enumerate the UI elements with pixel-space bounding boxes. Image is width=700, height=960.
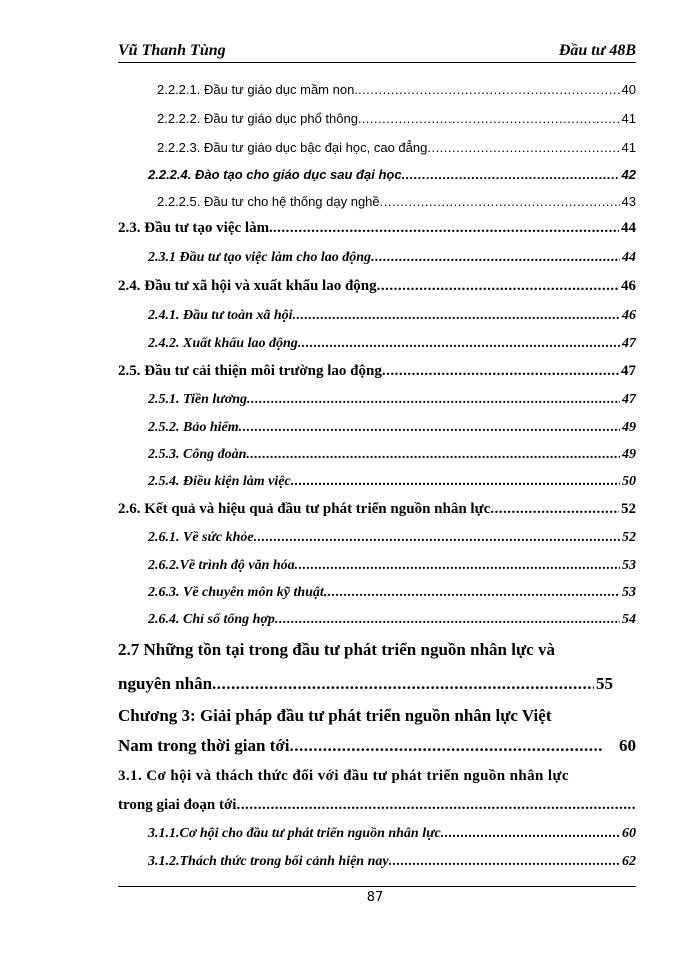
- toc-leader: [273, 220, 619, 237]
- toc-leader: [236, 797, 636, 814]
- toc-entry: [148, 558, 636, 574]
- toc-entry-title: 2.4. Đầu tư xã hội và xuất khẩu lao động: [118, 278, 377, 294]
- toc-leader: [247, 392, 620, 408]
- toc-entry: [157, 111, 636, 126]
- toc-leader: [298, 336, 620, 352]
- toc-entry-title: 2.2.2.3. Đầu tư giáo dục bậc đại học, cao đẳng: [157, 140, 428, 155]
- toc-entry: [148, 474, 636, 490]
- toc-leader: [239, 420, 620, 436]
- toc-entry-title: 2.6.4. Chỉ số tổng hợp: [148, 612, 275, 627]
- toc-entry-page: 49: [622, 420, 636, 435]
- toc-entry-page: 47: [622, 336, 636, 351]
- toc-entry-title: 2.6.3. Về chuyên môn kỹ thuật: [148, 585, 324, 600]
- toc-entry: [157, 194, 636, 209]
- toc-entry-page: 52: [621, 501, 636, 517]
- toc-entry: [118, 501, 636, 518]
- toc-entry: [148, 336, 636, 352]
- toc-leader: [358, 82, 620, 97]
- toc-entry-page: 44: [622, 250, 636, 265]
- toc-leader: [402, 167, 620, 182]
- toc-entry-page: 60: [619, 736, 636, 755]
- toc-leader: [275, 612, 620, 628]
- header-class: Đầu tư 48B: [558, 42, 636, 59]
- toc-entry-title: 3.1. Cơ hội và thách thức đối với đầu tư phát triển nguồn nhân lực: [118, 768, 569, 784]
- toc-entry: [148, 420, 636, 436]
- toc-entry-page: 55: [596, 674, 613, 693]
- toc-entry-page: 62: [622, 854, 636, 869]
- toc-entry-page: 44: [621, 220, 636, 236]
- toc-entry-title: 3.1.2.Thách thức trong bối cảnh hiện nay: [148, 854, 389, 869]
- toc-entry: [148, 392, 636, 408]
- toc-entry-title: 2.5.4. Điều kiện làm việc: [148, 474, 291, 489]
- toc-leader: [212, 674, 594, 694]
- toc-entry: [148, 826, 636, 842]
- toc-entry-title: Nam trong thời gian tới: [118, 736, 290, 755]
- toc-entry-page: 49: [622, 447, 636, 462]
- toc-leader: [290, 736, 603, 756]
- toc-leader: [362, 111, 620, 126]
- toc-leader: [389, 854, 620, 870]
- toc-entry-title: 2.5.1. Tiền lương: [148, 392, 247, 407]
- toc-leader: [295, 558, 620, 574]
- toc-leader: [427, 140, 619, 155]
- toc-entry: [157, 140, 636, 155]
- toc-entry: [148, 585, 636, 601]
- toc-entry-title: 2.2.2.4. Đào tạo cho giáo dục sau đại học: [148, 167, 402, 182]
- toc-entry-title: 2.5. Đầu tư cải thiện môi trường lao động: [118, 363, 382, 379]
- toc-entry: [148, 250, 636, 266]
- toc-entry-title: 2.3. Đầu tư tạo việc làm.: [118, 220, 273, 236]
- toc-leader: [490, 501, 619, 518]
- toc-entry-page: 47: [622, 392, 636, 407]
- toc-entry-page: 40: [621, 82, 636, 97]
- toc-entry-title: 2.2.2.1. Đầu tư giáo dục mầm non.: [157, 82, 358, 97]
- toc-entry-title: 2.4.2. Xuất khẩu lao động: [148, 336, 298, 351]
- toc-entry-title: 2.4.1. Đầu tư toàn xã hội: [148, 308, 293, 323]
- toc-entry-page: 43: [621, 194, 636, 209]
- toc-entry: [118, 220, 636, 237]
- toc-entry: [118, 674, 613, 694]
- toc-leader: [377, 278, 619, 295]
- header-author: Vũ Thanh Tùng: [118, 42, 226, 59]
- toc-entry: [148, 530, 636, 546]
- toc-entry: [157, 82, 636, 97]
- toc-entry-title: 2.5.3. Công đoàn: [148, 447, 247, 462]
- toc-entry-page: 47: [621, 363, 636, 379]
- footer-rule: [118, 886, 636, 887]
- toc-entry-page: 52: [622, 530, 636, 545]
- toc-entry-page: 53: [622, 558, 636, 573]
- toc-entry-page: 46: [621, 278, 636, 294]
- toc-entry-title: nguyên nhân: [118, 674, 213, 693]
- page-number: 87: [366, 890, 384, 905]
- toc-entry-title: 2.2.2.2. Đầu tư giáo dục phổ thông.: [157, 111, 362, 126]
- toc-entry-title: 2.6.1. Về sức khỏe: [148, 530, 254, 545]
- header-rule: [118, 62, 636, 63]
- toc-entry-page: 50: [622, 474, 636, 489]
- toc-entry-title: 2.6.2.Về trình độ văn hóa: [148, 558, 295, 573]
- toc-entry: [118, 736, 636, 756]
- toc-entry-title: trong giai đoạn tới: [118, 797, 237, 813]
- toc-entry-title: 2.7 Những tồn tại trong đầu tư phát triển nguồn nhân lực và: [118, 640, 555, 659]
- toc-entry: [118, 797, 636, 814]
- toc-leader: [291, 474, 620, 490]
- toc-leader: [254, 530, 620, 546]
- toc-entry-title: Chương 3: Giải pháp đầu tư phát triển nguồn nhân lực Việt: [118, 706, 552, 725]
- toc-entry: [148, 854, 636, 870]
- toc-entry: [148, 612, 636, 628]
- toc-entry: [148, 308, 636, 324]
- toc-leader: [382, 363, 619, 380]
- toc-entry-title: 2.5.2. Bảo hiểm: [148, 420, 239, 435]
- toc-entry: [118, 363, 636, 380]
- toc-entry-page: 42: [621, 167, 636, 182]
- toc-entry-page: 60: [622, 826, 636, 841]
- toc-entry-title: 2.6. Kết quả và hiệu quả đầu tư phát triển nguồn nhân lực: [118, 501, 491, 517]
- toc-leader: [441, 826, 620, 842]
- toc-leader: [324, 585, 620, 601]
- toc-entry: [118, 278, 636, 295]
- toc-entry: [148, 447, 636, 463]
- toc-leader: [380, 194, 620, 209]
- page-header: [118, 38, 636, 62]
- toc-leader: [293, 308, 620, 324]
- toc-entry-page: 54: [622, 612, 636, 627]
- toc-entry-title: 2.2.2.5. Đầu tư cho hệ thống dạy nghề: [157, 194, 380, 209]
- toc-entry-title: 3.1.1.Cơ hội cho đầu tư phát triển nguồn nhân lực: [148, 826, 441, 841]
- toc-entry-page: 41: [621, 111, 636, 126]
- toc-leader: [246, 447, 620, 463]
- toc-entry: [148, 167, 636, 182]
- toc-entry-page: 41: [621, 140, 636, 155]
- toc-entry-page: 53: [622, 585, 636, 600]
- toc-entry-page: 46: [622, 308, 636, 323]
- toc-entry-title: 2.3.1 Đầu tư tạo việc làm cho lao động: [148, 250, 372, 265]
- toc-leader: [371, 250, 620, 266]
